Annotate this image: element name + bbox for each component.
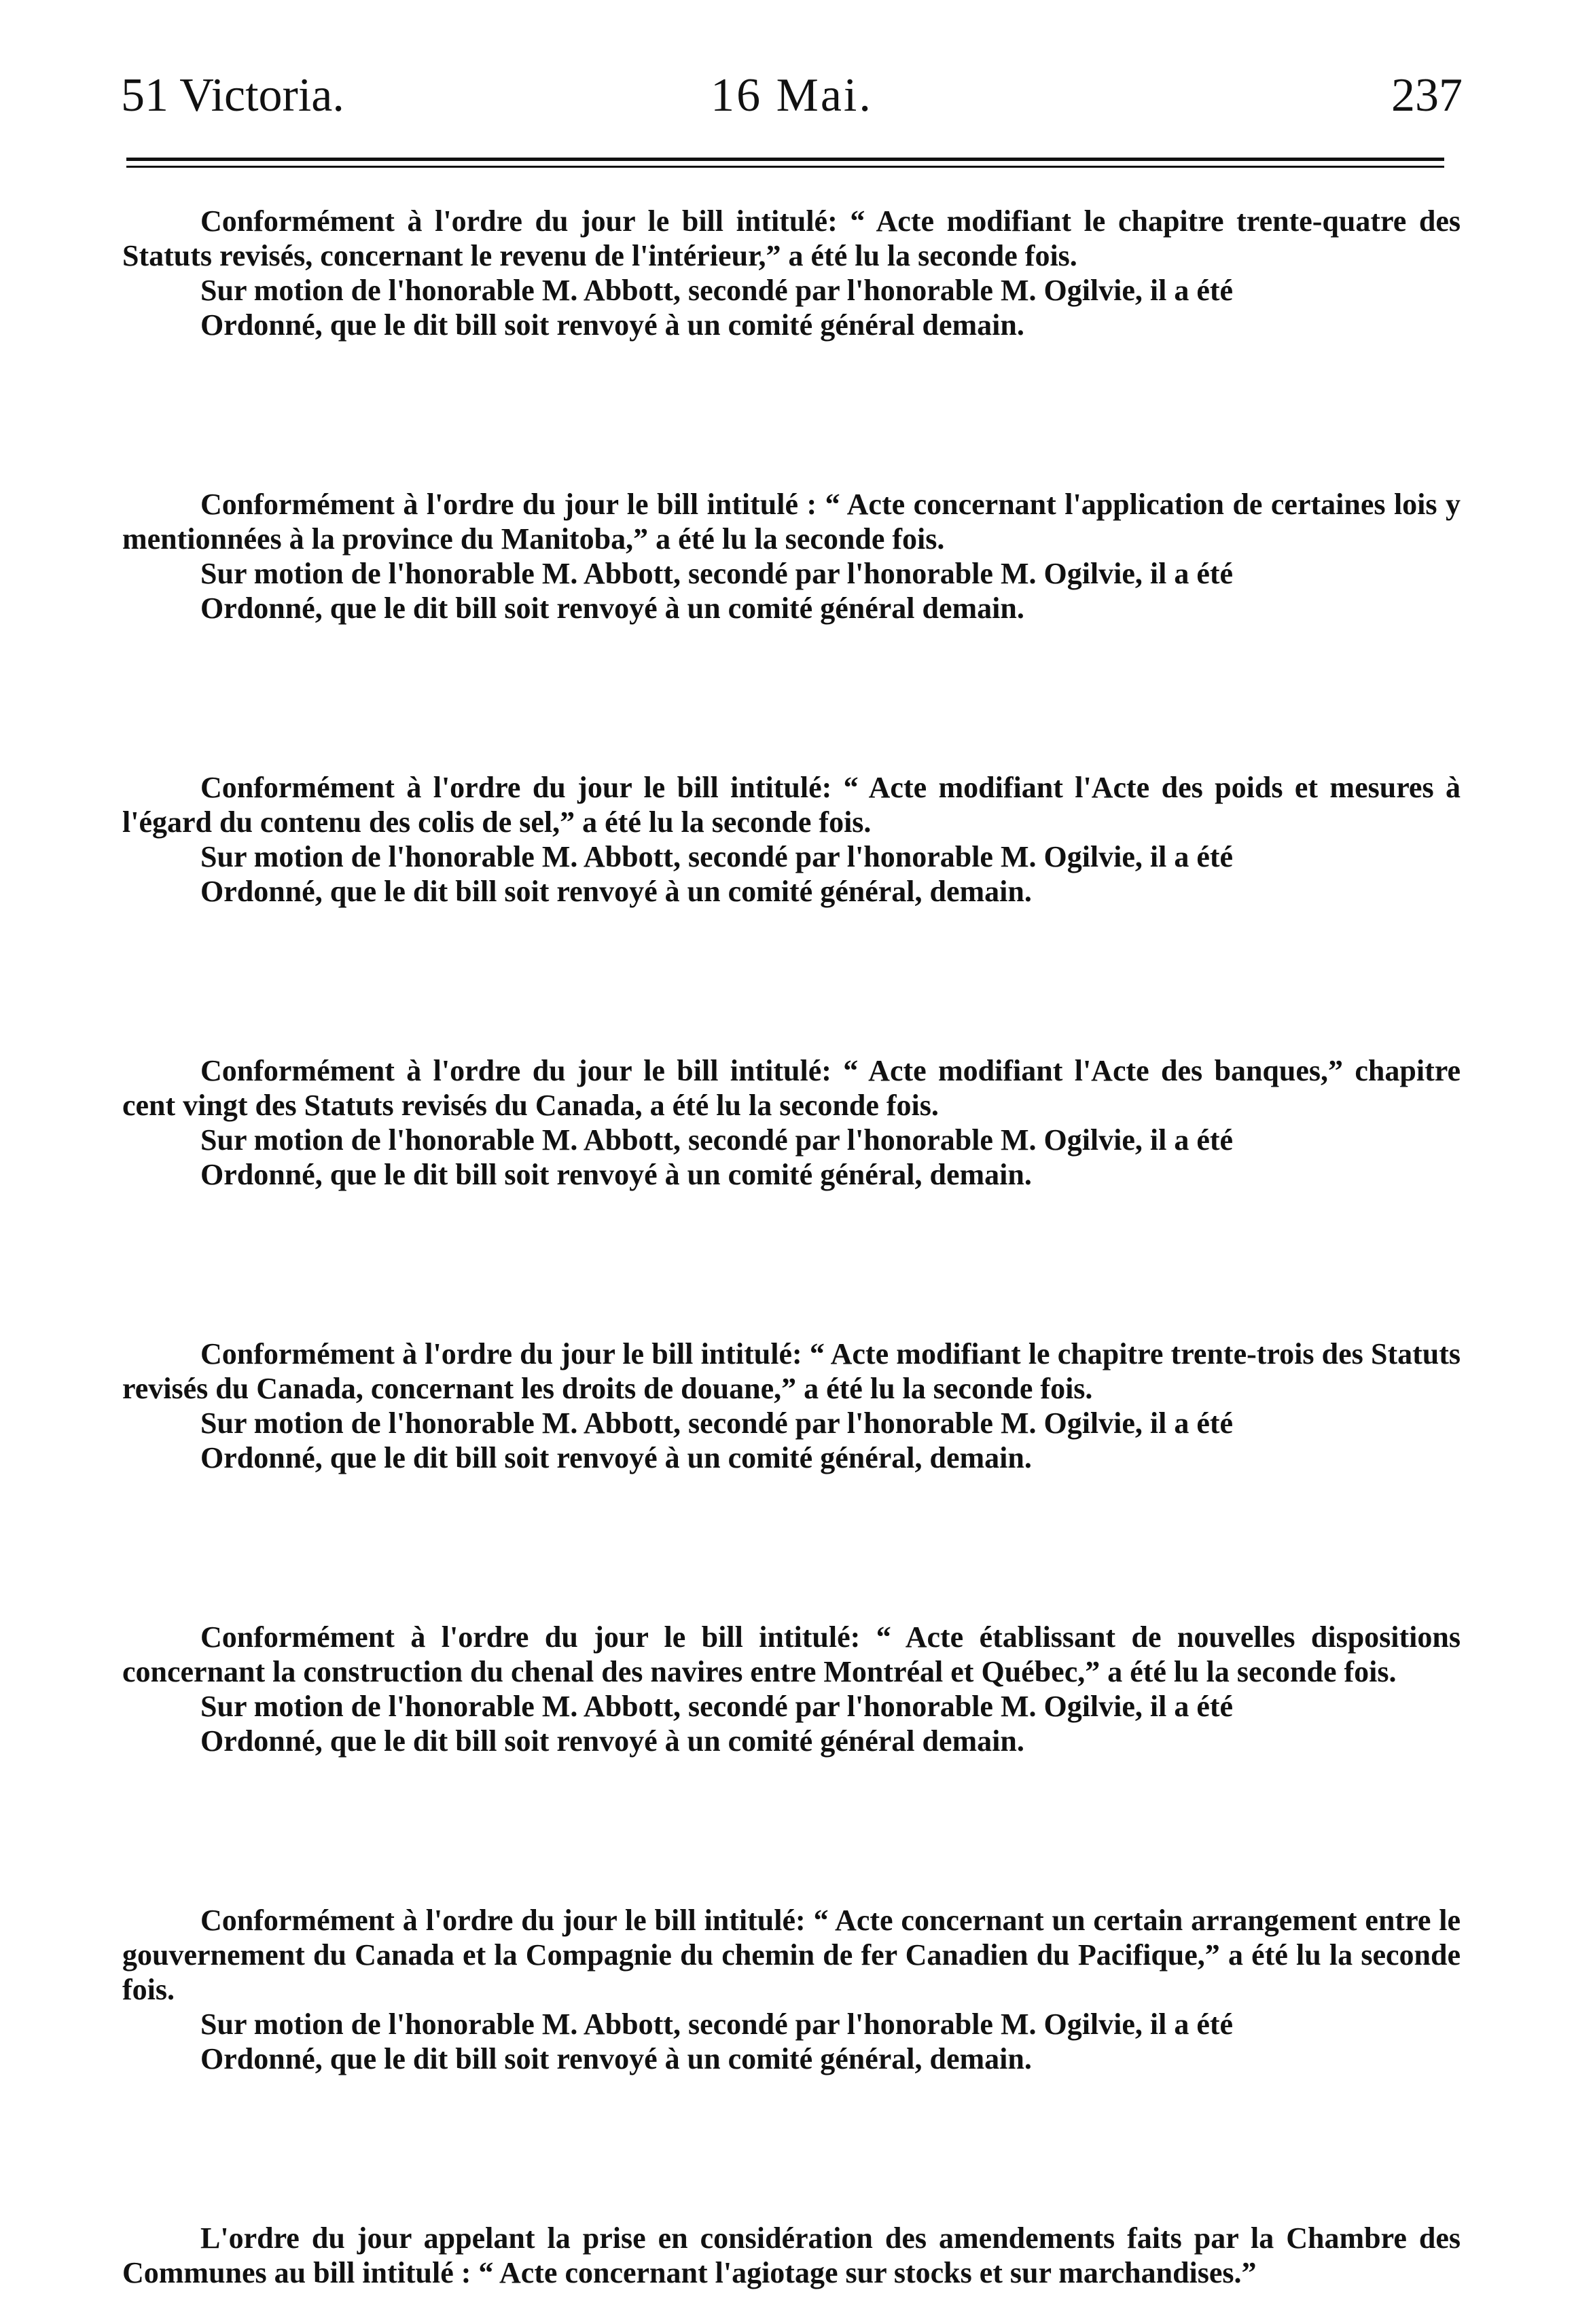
journal-entry — [122, 487, 1461, 625]
entry-text: Conformément à l'ordre du jour le bill intitulé: “ Acte concernant un certain arrangement entre le gouvernement du Canada et la Compagnie du chemin de fer Canadien du Pacifique,” a été lu la seconde fois. — [122, 1904, 1461, 2006]
entry-order: Ordonné, que le dit bill soit renvoyé à un comité général demain. — [200, 308, 1024, 342]
header-rule-thick — [126, 158, 1444, 161]
journal-entry — [122, 2221, 1461, 2290]
entry-text: Conformément à l'ordre du jour le bill intitulé: “ Acte établissant de nouvelles dispositions concernant la construction du chenal des navires entre Montréal et Québec,” a été lu la seconde fois. — [122, 1620, 1461, 1688]
entry-order: Ordonné, que le dit bill soit renvoyé à un comité général, demain. — [200, 1158, 1032, 1191]
entry-order: Ordonné, que le dit bill soit renvoyé à un comité général, demain. — [200, 1441, 1032, 1474]
journal-entry — [122, 1337, 1461, 1475]
journal-entry — [122, 1903, 1461, 2076]
entry-motion: Sur motion de l'honorable M. Abbott, secondé par l'honorable M. Ogilvie, il a été — [200, 1690, 1234, 1723]
entry-motion: Sur motion de l'honorable M. Abbott, secondé par l'honorable M. Ogilvie, il a été — [200, 1123, 1234, 1157]
entry-order: Ordonné, que le dit bill soit renvoyé à un comité général demain. — [200, 592, 1024, 625]
journal-entry — [122, 204, 1461, 342]
header-rule-thin — [126, 166, 1444, 168]
running-head-left: 51 Victoria. — [121, 69, 344, 122]
entry-motion: Sur motion de l'honorable M. Abbott, secondé par l'honorable M. Ogilvie, il a été — [200, 1406, 1234, 1440]
journal-entries — [122, 204, 1461, 2290]
entry-text: Conformément à l'ordre du jour le bill intitulé: “ Acte modifiant l'Acte des banques,” chapitre cent vingt des Statuts revisés du Canada, a été lu la seconde fois. — [122, 1054, 1461, 1122]
entry-text: L'ordre du jour appelant la prise en considération des amendements faits par la Chambre des Communes au bill intitulé : “ Acte concernant l'agiotage sur stocks et sur marchandises.” — [122, 2221, 1461, 2289]
entry-order: Ordonné, que le dit bill soit renvoyé à un comité général demain. — [200, 1724, 1024, 1758]
page-header — [121, 65, 1463, 133]
entry-order: Ordonné, que le dit bill soit renvoyé à un comité général, demain. — [200, 2042, 1032, 2075]
entry-order: Ordonné, que le dit bill soit renvoyé à un comité général, demain. — [200, 875, 1032, 908]
entry-text: Conformément à l'ordre du jour le bill intitulé: “ Acte modifiant l'Acte des poids et mesures à l'égard du contenu des colis de sel,” a été lu la seconde fois. — [122, 771, 1461, 839]
journal-entry — [122, 1053, 1461, 1192]
entry-text: Conformément à l'ordre du jour le bill intitulé: “ Acte modifiant le chapitre trente-trois des Statuts revisés du Canada, concernant les droits de douane,” a été lu la seconde fois. — [122, 1337, 1461, 1405]
running-head-date: 16 Mai. — [711, 69, 873, 122]
entry-text: Conformément à l'ordre du jour le bill intitulé : “ Acte concernant l'application de certaines lois y mentionnées à la province du Manitoba,” a été lu la seconde fois. — [122, 488, 1461, 556]
entry-motion: Sur motion de l'honorable M. Abbott, secondé par l'honorable M. Ogilvie, il a été — [200, 2008, 1234, 2041]
entry-motion: Sur motion de l'honorable M. Abbott, secondé par l'honorable M. Ogilvie, il a été — [200, 557, 1234, 590]
page-number: 237 — [1391, 69, 1463, 122]
journal-entry — [122, 770, 1461, 909]
entry-text: Conformément à l'ordre du jour le bill intitulé: “ Acte modifiant le chapitre trente-quatre des Statuts revisés, concernant le revenu de l'intérieur,” a été lu la seconde fois. — [122, 204, 1461, 272]
entry-motion: Sur motion de l'honorable M. Abbott, secondé par l'honorable M. Ogilvie, il a été — [200, 840, 1234, 873]
journal-entry — [122, 1620, 1461, 1758]
entry-motion: Sur motion de l'honorable M. Abbott, secondé par l'honorable M. Ogilvie, il a été — [200, 274, 1234, 307]
